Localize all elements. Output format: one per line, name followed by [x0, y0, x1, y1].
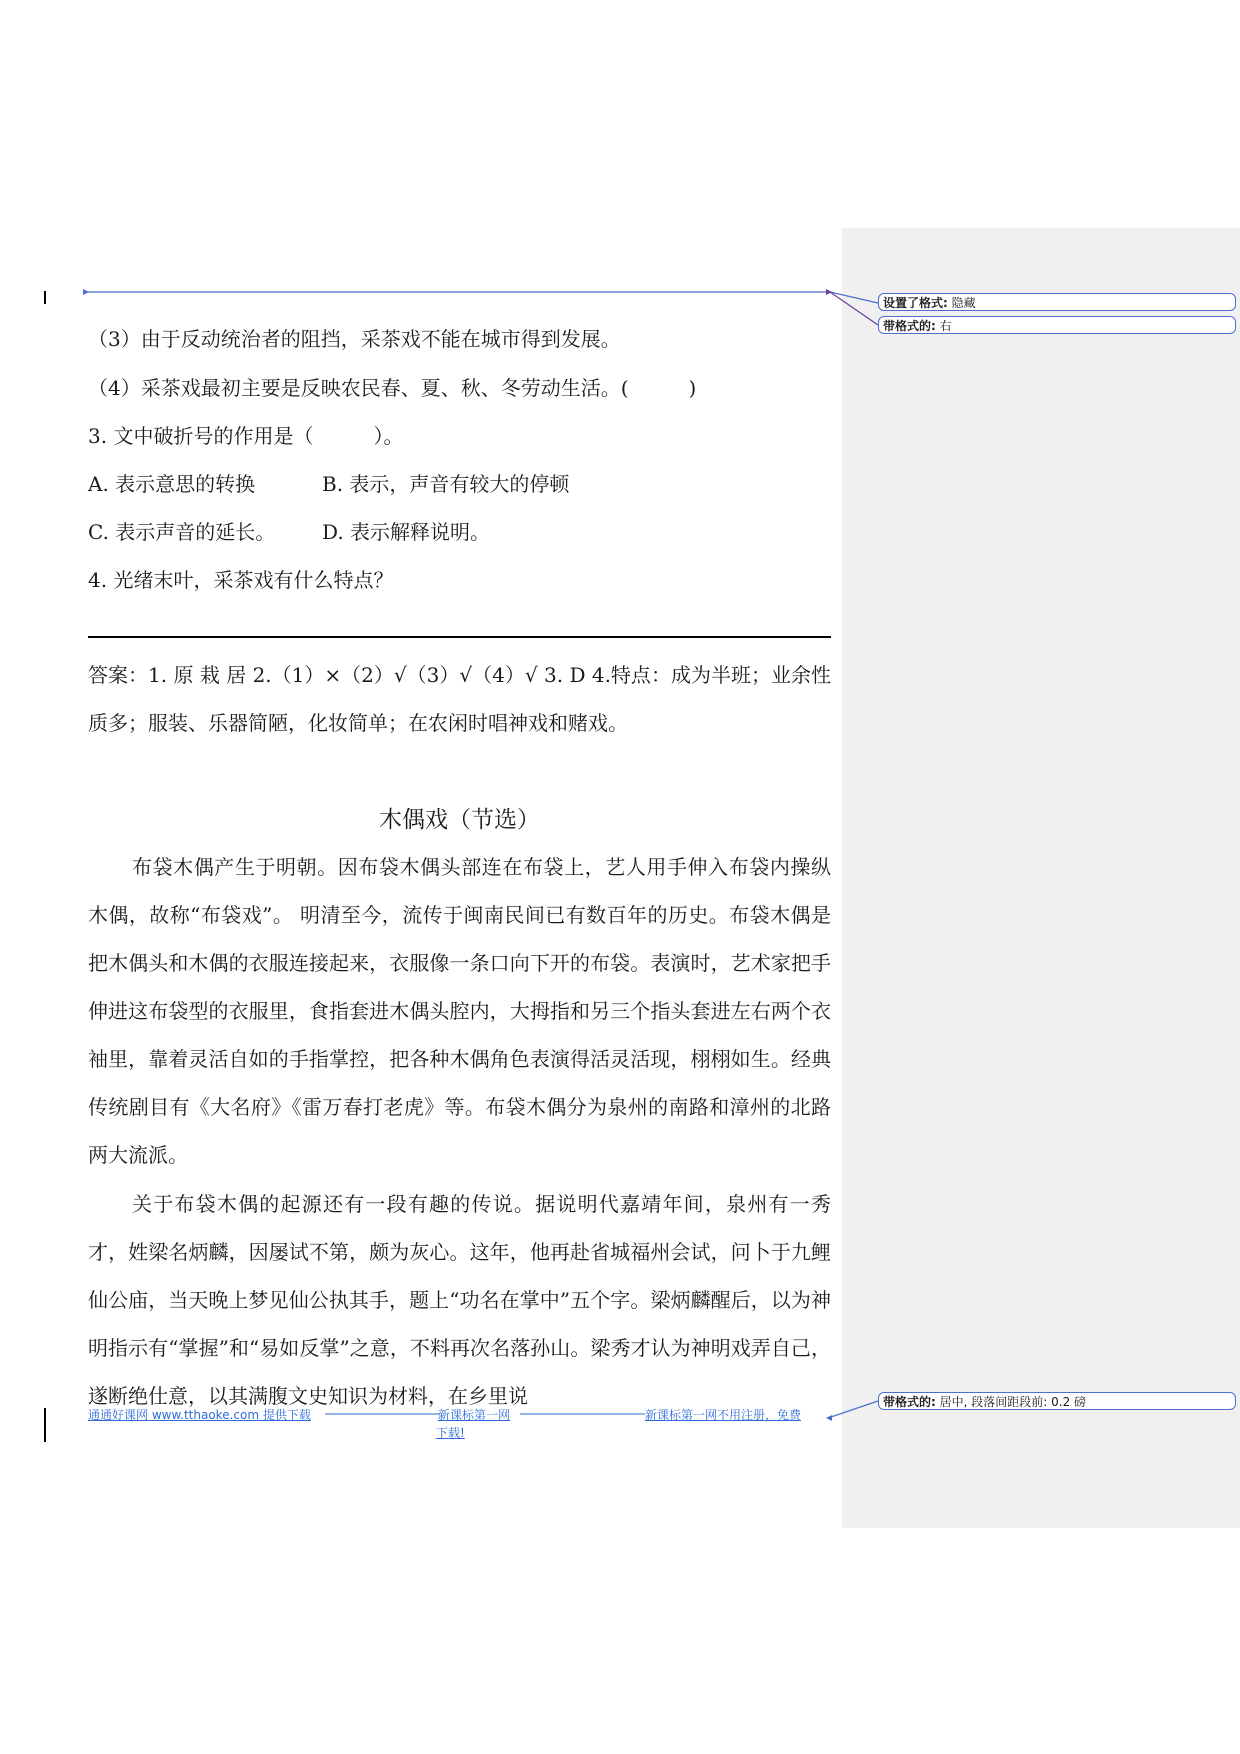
comment-balloon-right[interactable]: [878, 316, 1236, 334]
comment-balloon-center[interactable]: [878, 1392, 1236, 1410]
question-4: 4. 光绪末叶，采茶戏有什么特点？: [88, 568, 394, 592]
footer-link-left[interactable]: 通通好课网 www.tthaoke.com 提供下载: [88, 1408, 311, 1422]
question-3-option-d: D. 表示解释说明。: [322, 520, 491, 544]
answer-text: 答案：1. 原 栽 居 2.（1）×（2）√（3）√（4）√ 3. D 4.特点：成为半班；业余性质多；服装、乐器简陋，化妆简单；在农闲时唱神戏和赌戏。: [88, 663, 831, 735]
comment-value: 居中, 段落间距段前: 0.2 磅: [939, 1395, 1087, 1409]
article-title: 木偶戏（节选）: [379, 807, 540, 833]
comment-value: 右: [939, 319, 952, 333]
question-3-option-b: B. 表示，声音有较大的停顿: [322, 472, 570, 496]
comment-label: 设置了格式:: [883, 296, 948, 310]
question-3-option-a: A. 表示意思的转换: [88, 472, 256, 496]
question-3-option-c: C. 表示声音的延长。: [88, 520, 276, 544]
comment-label: 带格式的:: [883, 1395, 936, 1409]
question-3: 3. 文中破折号的作用是（ ）。: [88, 424, 404, 448]
footer-link-right[interactable]: 新课标第一网不用注册，免费: [645, 1408, 802, 1422]
article-paragraph-2: 关于布袋木偶的起源还有一段有趣的传说。据说明代嘉靖年间，泉州有一秀才，姓梁名炳麟，因屡试不第，颇为灰心。这年，他再赴省城福州会试，问卜于九鲤仙公庙，当天晚上梦见仙公执其手，题上“功名在掌中”五个字。梁炳麟醒后，以为神明指示有“掌握”和“易如反掌”之意，不料再次名落孙山。梁秀才认为神明戏弄自己，遂断绝仕意，以其满腹文史知识为材料，在乡里说: [88, 1192, 831, 1408]
question-2-3: （3）由于反动统治者的阻挡，采茶戏不能在城市得到发展。: [88, 327, 621, 351]
footer-link-center-2[interactable]: 下载!: [436, 1426, 465, 1440]
comment-balloon-hidden[interactable]: [878, 293, 1236, 311]
comment-value: 隐藏: [951, 296, 976, 310]
footer-link-center[interactable]: 新课标第一网: [438, 1408, 511, 1422]
article-paragraph-1: 布袋木偶产生于明朝。因布袋木偶头部连在布袋上，艺人用手伸入布袋内操纵木偶，故称“布袋戏”。 明清至今，流传于闽南民间已有数百年的历史。布袋木偶是把木偶头和木偶的衣服连接起来，衣服像一条口向下开的布袋。表演时，艺术家把手伸进这布袋型的衣服里，食指套进木偶头腔内，大拇指和另三个指头套进左右两个衣袖里，靠着灵活自如的手指掌控，把各种木偶角色表演得活灵活现，栩栩如生。经典传统剧目有《大名府》《雷万春打老虎》等。布袋木偶分为泉州的南路和漳州的北路两大流派。: [88, 855, 831, 1167]
question-2-4: （4）采茶戏最初主要是反映农民春、夏、秋、冬劳动生活。( ): [88, 376, 697, 400]
comment-label: 带格式的:: [883, 319, 936, 333]
